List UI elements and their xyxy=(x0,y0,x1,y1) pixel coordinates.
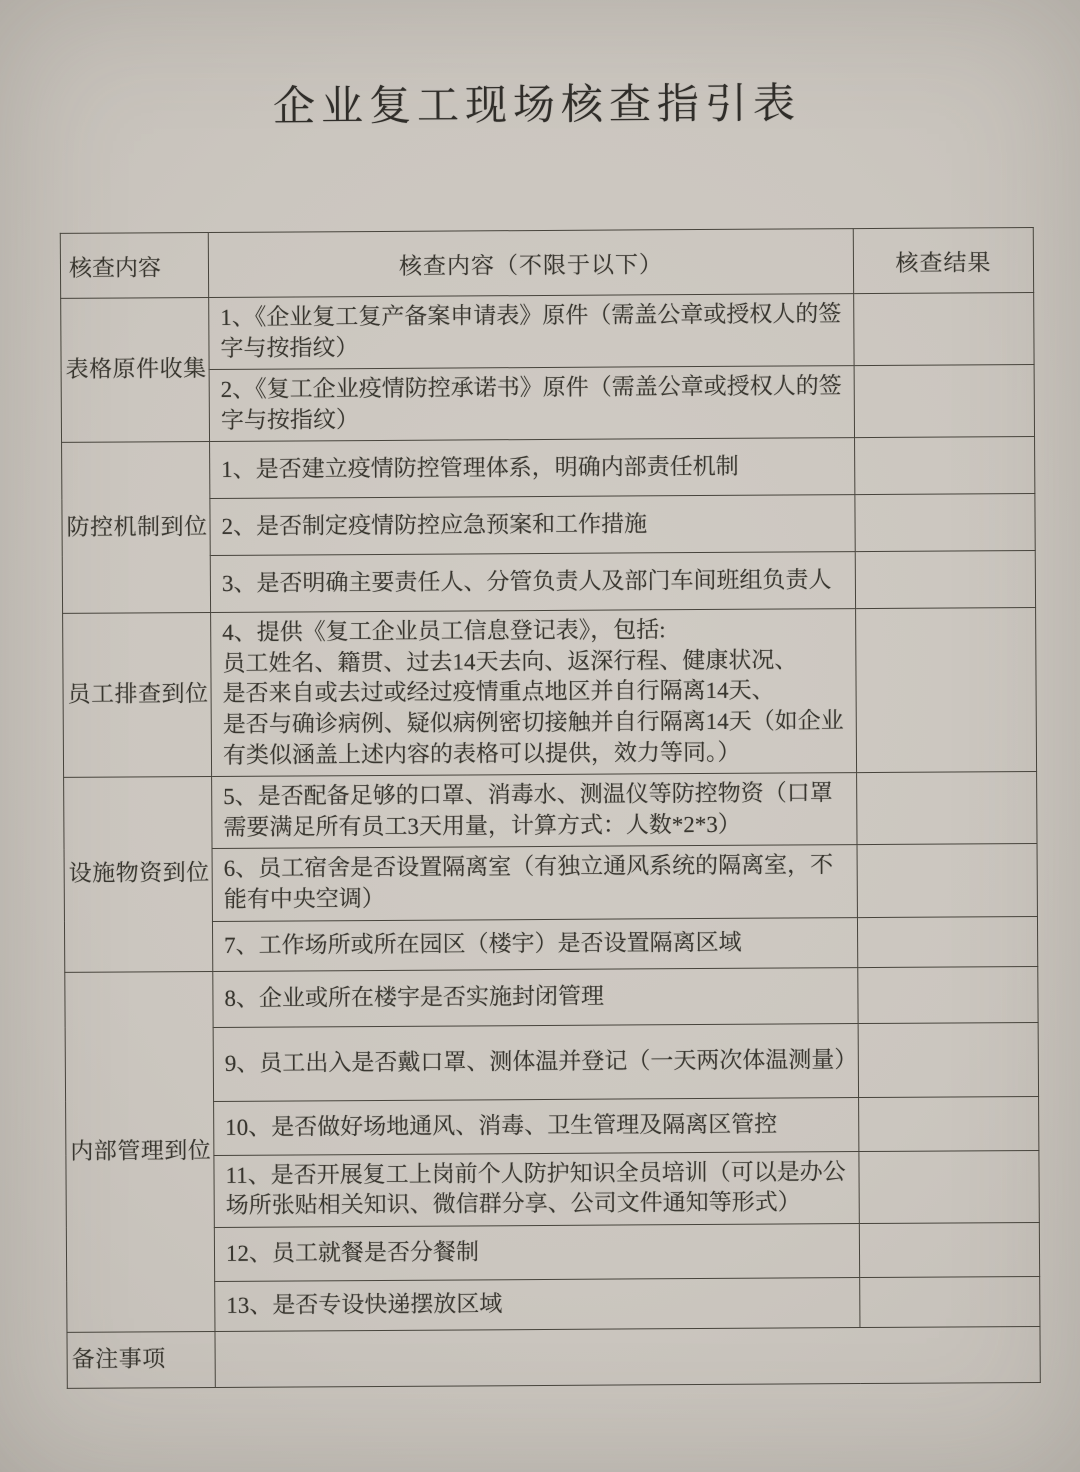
item-cell: 1、是否建立疫情防控管理体系，明确内部责任机制 xyxy=(210,438,855,499)
result-cell xyxy=(859,1150,1039,1223)
item-cell: 2、是否制定疫情防控应急预案和工作措施 xyxy=(210,495,855,556)
item-cell: 10、是否做好场地通风、消毒、卫生管理及隔离区管控 xyxy=(214,1097,859,1155)
category-cell: 员工排查到位 xyxy=(63,613,212,778)
table-row xyxy=(63,608,1037,778)
result-cell xyxy=(859,1096,1039,1151)
result-cell xyxy=(857,772,1037,845)
item-cell: 3、是否明确主要责任人、分管负责人及部门车间班组负责人 xyxy=(210,552,855,613)
remark-row xyxy=(67,1326,1040,1388)
item-cell: 12、员工就餐是否分餐制 xyxy=(214,1223,859,1281)
result-cell xyxy=(856,608,1037,773)
item-cell: 5、是否配备足够的口罩、消毒水、测温仪等防控物资（口罩需要满足所有员工3天用量，计算方式：人数*2*3） xyxy=(212,773,857,849)
result-cell xyxy=(859,1222,1039,1277)
result-cell xyxy=(855,494,1035,552)
col-header-items: 核查内容（不限于以下） xyxy=(208,229,853,298)
item-cell: 8、企业或所在楼宇是否实施封闭管理 xyxy=(213,967,858,1027)
header-row xyxy=(60,227,1033,298)
table-row xyxy=(62,437,1035,500)
item-cell: 13、是否专设快递摆放区域 xyxy=(215,1277,860,1331)
result-cell xyxy=(858,1022,1038,1097)
category-cell: 设施物资到位 xyxy=(64,777,213,972)
result-cell xyxy=(854,292,1034,365)
result-cell xyxy=(860,1276,1040,1327)
result-cell xyxy=(855,551,1035,609)
category-cell: 表格原件收集 xyxy=(61,298,210,443)
table-row xyxy=(64,772,1037,850)
item-cell: 2、《复工企业疫情防控承诺书》原件（需盖公章或授权人的签字与按指纹） xyxy=(209,366,854,442)
table-row xyxy=(65,966,1038,1028)
item-cell: 6、员工宿舍是否设置隔离室（有独立通风系统的隔离室，不能有中央空调） xyxy=(212,845,857,921)
item-cell: 11、是否开展复工上岗前个人防护知识全员培训（可以是办公场所张贴相关知识、微信群分享、公司文件通知等形式） xyxy=(214,1151,859,1227)
page-title: 企业复工现场核查指引表 xyxy=(272,81,802,131)
table-row xyxy=(61,292,1034,370)
item-cell: 4、提供《复工企业员工信息登记表》，包括: 员工姓名、籍贯、过去14天去向、返深行程、健康状况、 是否来自或去过或经过疫情重点地区并自行隔离14天、 是否与确诊病例、疑似病例密切接触并自行隔离14天（如企业 有类似涵盖上述内容的表格可以提供，效力等同。） xyxy=(211,609,857,777)
category-cell: 内部管理到位 xyxy=(65,971,215,1332)
item-cell: 9、员工出入是否戴口罩、测体温并登记（一天两次体温测量） xyxy=(213,1023,858,1101)
inspection-table xyxy=(60,227,1041,1389)
category-cell: 防控机制到位 xyxy=(62,442,211,614)
item-cell: 1、《企业复工复产备案申请表》原件（需盖公章或授权人的签字与按指纹） xyxy=(209,294,854,370)
result-cell xyxy=(857,916,1037,967)
table-body xyxy=(61,292,1041,1388)
item-cell: 7、工作场所或所在园区（楼宇）是否设置隔离区域 xyxy=(212,917,857,971)
result-cell xyxy=(854,365,1034,438)
col-header-category: 核查内容 xyxy=(60,233,208,299)
col-header-result: 核查结果 xyxy=(853,227,1033,293)
result-cell xyxy=(857,844,1037,917)
remark-content-cell xyxy=(215,1326,1040,1387)
result-cell xyxy=(855,437,1035,495)
result-cell xyxy=(858,966,1038,1023)
remark-category-cell: 备注事项 xyxy=(67,1331,215,1388)
paper-sheet xyxy=(0,69,1080,1389)
